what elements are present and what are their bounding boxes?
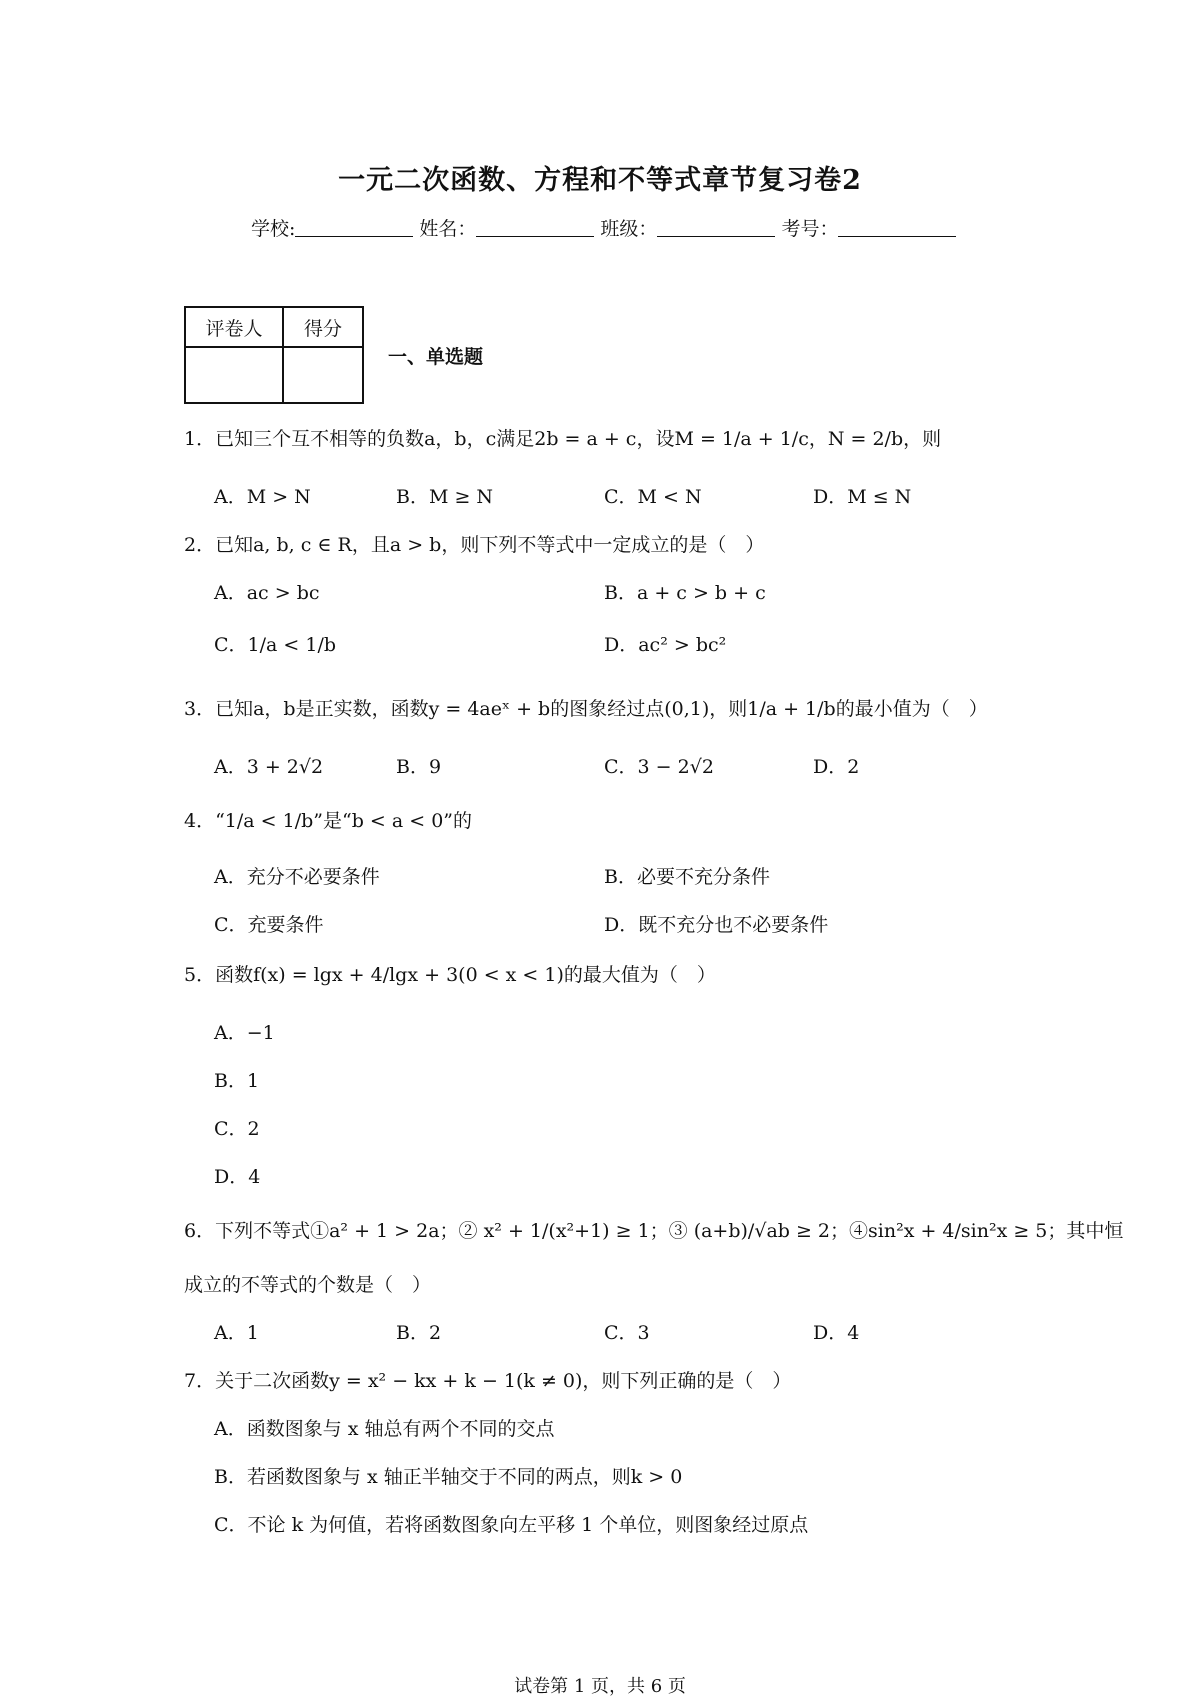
q1-option-b[interactable]: B．M ≥ N bbox=[396, 486, 494, 508]
q2-option-b[interactable]: B．a + c > b + c bbox=[604, 582, 766, 604]
question-7-number: 7． bbox=[184, 1370, 216, 1392]
grader-cell[interactable] bbox=[185, 347, 283, 403]
question-4-number: 4． bbox=[184, 810, 216, 832]
page-footer: 试卷第 1 页，共 6 页 bbox=[514, 1676, 686, 1697]
q3-option-b[interactable]: B．9 bbox=[396, 756, 442, 778]
q7-option-b[interactable]: B．若函数图象与 x 轴正半轴交于不同的两点，则k > 0 bbox=[214, 1466, 683, 1488]
q3-option-d[interactable]: D．2 bbox=[813, 756, 860, 778]
question-2-number: 2． bbox=[184, 534, 216, 556]
school-label: 学校: bbox=[251, 218, 296, 240]
q6-option-a[interactable]: A．1 bbox=[214, 1322, 259, 1344]
score-cell[interactable] bbox=[283, 347, 363, 403]
name-blank[interactable] bbox=[476, 218, 594, 237]
q1-option-a[interactable]: A．M > N bbox=[214, 486, 311, 508]
question-2 bbox=[184, 530, 764, 557]
question-7-text: 关于二次函数y = x² − kx + k − 1(k ≠ 0)，则下列正确的是（ ） bbox=[215, 1370, 792, 1392]
question-3-text: 已知a，b是正实数，函数y = 4aeˣ + b的图象经过点(0,1)，则1/a + 1/b的最小值为（ ） bbox=[215, 698, 988, 720]
q4-option-a[interactable]: A．充分不必要条件 bbox=[214, 866, 380, 888]
q1-option-c[interactable]: C．M < N bbox=[604, 486, 702, 508]
page-title: 一元二次函数、方程和不等式章节复习卷2 bbox=[338, 165, 862, 196]
question-5 bbox=[184, 960, 716, 987]
exam-no-blank[interactable] bbox=[838, 218, 956, 237]
school-blank[interactable] bbox=[295, 218, 413, 237]
question-4 bbox=[184, 806, 472, 833]
q3-option-a[interactable]: A．3 + 2√2 bbox=[214, 756, 324, 778]
section-heading: 一、单选题 bbox=[388, 346, 484, 368]
question-5-text: 函数f(x) = lgx + 4/lgx + 3(0 < x < 1)的最大值为（ ） bbox=[215, 964, 716, 986]
q4-option-b[interactable]: B．必要不充分条件 bbox=[604, 866, 770, 888]
question-6-text: 下列不等式①a² + 1 > 2a；② x² + 1/(x²+1) ≥ 1；③ (a+b)/√ab ≥ 2；④sin²x + 4/sin²x ≥ 5；其中恒 bbox=[215, 1220, 1124, 1242]
question-6-number: 6． bbox=[184, 1220, 216, 1242]
q4-option-d[interactable]: D．既不充分也不必要条件 bbox=[604, 914, 829, 936]
question-2-text: 已知a, b, c ∈ R，且a > b，则下列不等式中一定成立的是（ ） bbox=[215, 534, 765, 556]
question-3 bbox=[184, 694, 988, 721]
q5-option-b[interactable]: B．1 bbox=[214, 1070, 260, 1092]
q2-option-d[interactable]: D．ac² > bc² bbox=[604, 634, 727, 656]
question-5-number: 5． bbox=[184, 964, 216, 986]
question-4-text: “1/a < 1/b”是“b < a < 0”的 bbox=[215, 810, 472, 832]
name-label: 姓名： bbox=[419, 218, 477, 240]
q5-option-c[interactable]: C．2 bbox=[214, 1118, 260, 1140]
grader-header: 评卷人 bbox=[185, 307, 283, 347]
question-1 bbox=[184, 424, 941, 451]
q6-option-c[interactable]: C．3 bbox=[604, 1322, 650, 1344]
q3-option-c[interactable]: C．3 − 2√2 bbox=[604, 756, 714, 778]
student-info-line bbox=[251, 214, 962, 241]
score-table bbox=[184, 306, 364, 404]
class-label: 班级： bbox=[600, 218, 658, 240]
q7-option-c[interactable]: C．不论 k 为何值，若将函数图象向左平移 1 个单位，则图象经过原点 bbox=[214, 1514, 809, 1536]
q7-option-a[interactable]: A．函数图象与 x 轴总有两个不同的交点 bbox=[214, 1418, 555, 1440]
question-3-number: 3． bbox=[184, 698, 216, 720]
class-blank[interactable] bbox=[657, 218, 775, 237]
question-6 bbox=[184, 1216, 1123, 1243]
q1-option-d[interactable]: D．M ≤ N bbox=[813, 486, 912, 508]
score-header: 得分 bbox=[283, 307, 363, 347]
q2-option-a[interactable]: A．ac > bc bbox=[214, 582, 320, 604]
question-7 bbox=[184, 1366, 791, 1393]
question-1-number: 1． bbox=[184, 428, 216, 450]
q5-option-a[interactable]: A．−1 bbox=[214, 1022, 275, 1044]
q2-option-c[interactable]: C．1/a < 1/b bbox=[214, 634, 337, 656]
question-6-text-line2: 成立的不等式的个数是（ ） bbox=[184, 1274, 432, 1296]
question-1-text: 已知三个互不相等的负数a，b，c满足2b = a + c，设M = 1/a + 1/c，N = 2/b，则 bbox=[215, 428, 942, 450]
q6-option-d[interactable]: D．4 bbox=[813, 1322, 860, 1344]
exam-no-label: 考号： bbox=[781, 218, 839, 240]
q4-option-c[interactable]: C．充要条件 bbox=[214, 914, 324, 936]
q5-option-d[interactable]: D．4 bbox=[214, 1166, 261, 1188]
q6-option-b[interactable]: B．2 bbox=[396, 1322, 442, 1344]
